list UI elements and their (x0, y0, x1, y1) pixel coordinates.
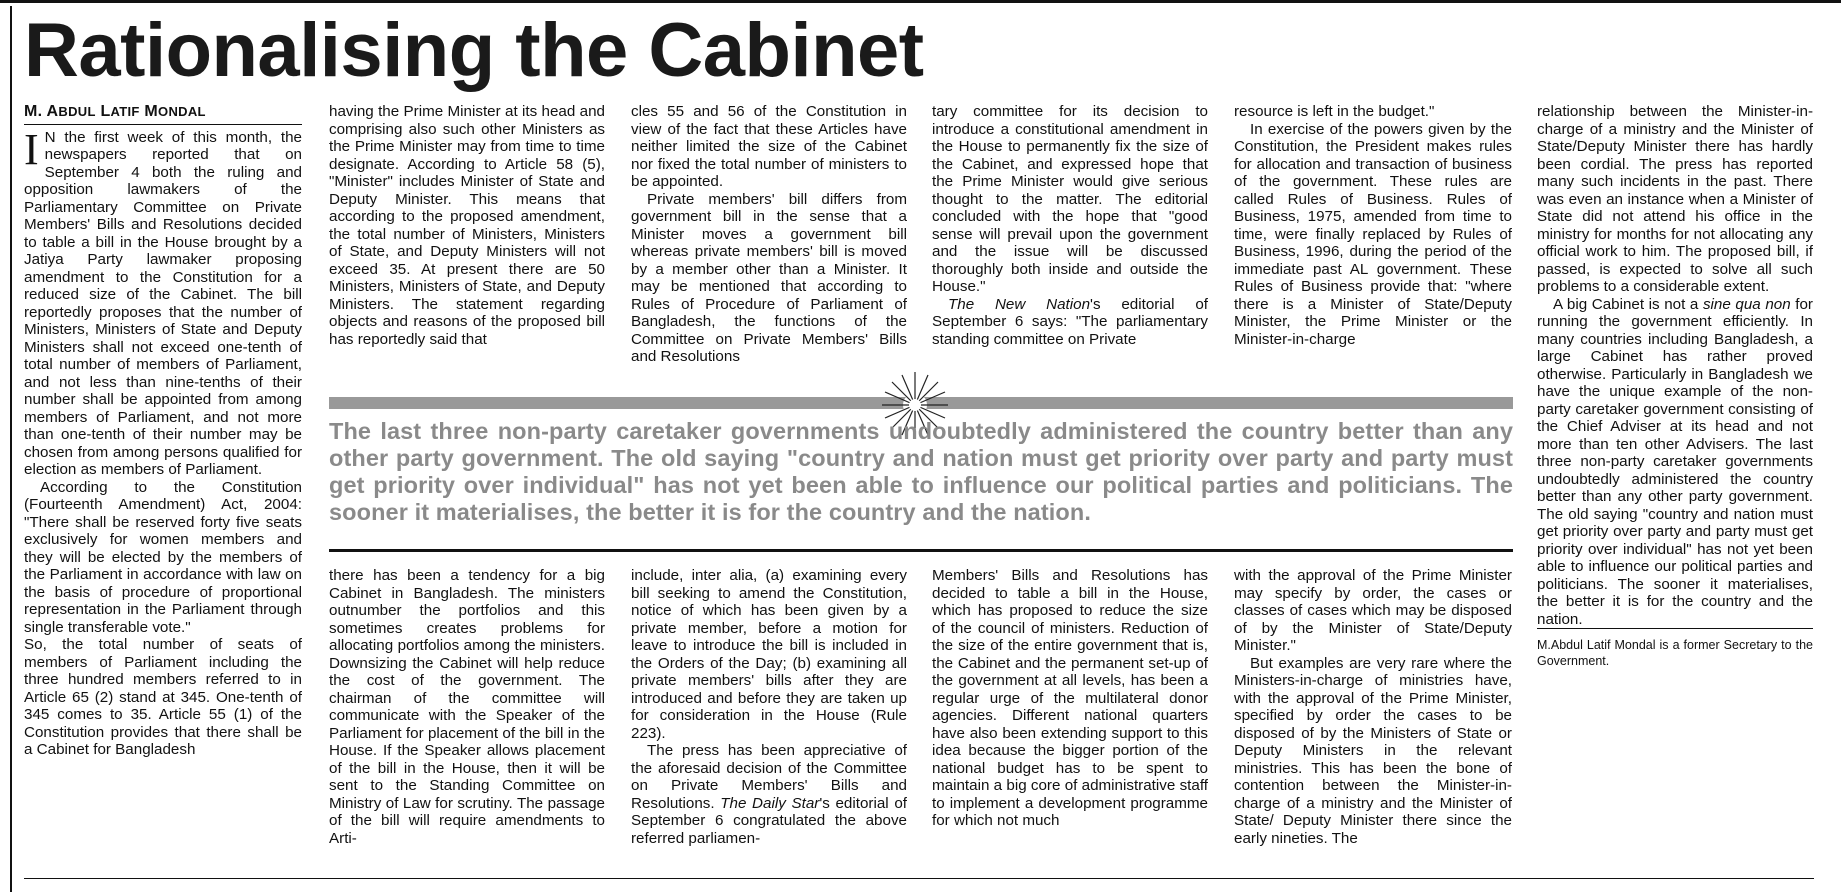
paragraph: Members' Bills and Resolutions has decided to table a bill in the House, which has proposed to reduce the size of the council of ministers. Reduction of the size of the entire government that is, the Cabinet and the permanent set-up of the government at all levels, has been a regular urge of the multilateral donor agencies. Different national quarters have also been extending support to this idea because the bigger portion of the national budget has to be spent to maintain a big core of administrative staff to implement a development programme for which not much (932, 567, 1208, 829)
headline: Rationalising the Cabinet (24, 8, 924, 93)
paragraph: tary committee for its decision to introduce a constitutional amendment in the House to permanently fix the size of the Cabinet, and expressed hope that the Prime Minister would give serious thought to the matter. The editorial concluded with the hope that "good sense will prevail upon the government and the issue will be discussed thoroughly both inside and outside the House." (932, 103, 1208, 295)
top-rule (0, 0, 1841, 3)
pullquote-rule (329, 549, 1513, 552)
column-5-top (1234, 103, 1512, 348)
paragraph: In exercise of the powers given by the Constitution, the President makes rules for allocation and transaction of business of the government. These rules are called Rules of Business. Rules of Business, 1975, amended from time to time, were finally replaced by Rules of Business, 1996, during the period of the immediate past AL government. These Rules of Business provide that: "where there is a Minister of State/Deputy Minister, the Prime Minister or the Minister-in-charge (1234, 120, 1512, 348)
byline: M. ABDUL LATIF MONDAL (24, 103, 302, 125)
drop-cap: I (24, 124, 39, 174)
paragraph: having the Prime Minister at its head and comprising also such other Ministers as the Prime Minister may from time to time designate. According to Article 58 (5), "Minister" includes Minister of State and Deputy Minister. This means that according to the proposed amendment, the total number of Ministers, Ministers of State, and Deputy Ministers will not exceed 35. At present there are 50 Ministers, Ministers of State, and Deputy Ministers. The statement regarding objects and reasons of the proposed bill has reportedly said that (329, 103, 605, 348)
paragraph: resource is left in the budget." (1234, 103, 1435, 120)
paragraph: relationship between the Minister-in-charge of a ministry and the Minister of State/Deputy Minister there has hardly been cordial. The press has reported many such incidents in the past. There was even an instance when a Minister of State did not attend his office in the ministry for months for not allocating any official work to him. The proposed bill, if passed, is expected to solve all such problems to a considerable extent. (1537, 103, 1813, 295)
column-2-bottom (329, 567, 605, 847)
paragraph: with the approval of the Prime Minister may specify by order, the cases or classes of cases which may be disposed of by the Minister of State/Deputy Minister." (1234, 567, 1512, 654)
column-4-top (932, 103, 1208, 348)
left-rule (10, 6, 12, 892)
column-1 (24, 103, 302, 759)
paragraph: The New Nation's editorial of September 6 says: "The parliamentary standing committee on Private (932, 295, 1208, 348)
paragraph: Private members' bill differs from government bill in the sense that a Minister moves a government bill whereas private members' bill is moved by a member other than a Minister. It may be mentioned that according to Rules of Procedure of Parliament of Bangladesh, the functions of the Committee on Private Members' Bills and Resolutions (631, 190, 907, 365)
paragraph: A big Cabinet is not a sine qua non for running the government efficiently. In many countries including Bangladesh, a large Cabinet has rather proved otherwise. Particularly in Bangladesh we have the unique example of the non-party caretaker government consisting of the Chief Adviser at its head and not more than ten other Advisers. The last three non-party caretaker governments undoubtedly administered the country better than any other party government. The old saying "country and nation must get priority over party and party must get priority over individual" has not yet been able to influence our political parties and politicians. The sooner it materialises, the better it is for the country and the nation. (1537, 295, 1813, 628)
column-3-top (631, 103, 907, 366)
pullquote: The last three non-party caretaker governments undoubtedly administered the country better than any other party government. The old saying "country and nation must get priority over party and party must get priority over individual" has not yet been able to influence our political parties and politicians. The sooner it materialises, the better it is for the country and the nation. (329, 418, 1513, 525)
paragraph: include, inter alia, (a) examining every bill seeking to amend the Constitution, notice of which has been given by a private member, before a motion for leave to introduce the bill is included in the Orders of the Day; (b) examining all private members' bills after they are introduced and before they are taken up for consideration in the House (Rule 223). (631, 567, 907, 742)
paragraph: But examples are very rare where the Ministers-in-charge of ministries have, with the approval of the Prime Minister, specified by order the cases to be disposed of by the Ministers of State or Deputy Ministers in the relevant ministries. This has been the bone of contention between the Minister-in-charge of a ministry and the Minister of State/ Deputy Minister there since the early nineties. The (1234, 654, 1512, 847)
paragraph: cles 55 and 56 of the Constitution in view of the fact that these Articles have neither limited the size of the Cabinet nor fixed the total number of ministers to be appointed. (631, 103, 907, 190)
column-3-bottom (631, 567, 907, 847)
paragraph: I N the first week of this month, the newspapers reported that on September 4 both the ruling and opposition lawmakers of the Parliamentary Committee on Private Members' Bills and Resolutions decided to table a bill in the House brought by a Jatiya Party lawmaker proposing amendment to the Constitution for a reduced size of the Cabinet. The bill reportedly proposes that the number of Ministers, Ministers of State and Deputy Ministers shall not exceed one-tenth of total number of members of Parliament, and not less than nine-tenths of their number shall be appointed from among members of Parliament, and not more than one-tenth of their number may be chosen from among persons qualified for election as members of Parliament. (24, 124, 302, 478)
column-4-bottom (932, 567, 1208, 830)
bottom-rule (24, 878, 1814, 879)
column-5-bottom (1234, 567, 1512, 847)
paragraph: The press has been appreciative of the aforesaid decision of the Committee on Private Members' Bills and Resolutions. The Daily Star's editorial of September 6 congratulated the above referred parliamen- (631, 742, 907, 847)
author-bio: M.Abdul Latif Mondal is a former Secretary to the Government. (1537, 628, 1813, 669)
paragraph: So, the total number of seats of members of Parliament including the three hundred members referred to in Article 65 (2) stand at 345. One-tenth of 345 comes to 35. Article 55 (1) of the Constitution provides that there shall be a Cabinet for Bangladesh (24, 636, 302, 758)
column-2-top (329, 103, 605, 348)
paragraph: According to the Constitution (Fourteenth Amendment) Act, 2004: "There shall be reserved forty five seats exclusively for women members and they will be elected by the members of the Parliament in accordance with law on the basis of procedure of proportional representation in the Parliament through single transferable vote." (24, 478, 302, 636)
column-6 (1537, 103, 1813, 669)
paragraph: there has been a tendency for a big Cabinet in Bangladesh. The ministers outnumber the portfolios and this sometimes creates problems for allocating portfolios among the ministers. Downsizing the Cabinet will help reduce the cost of the government. The chairman of the committee will communicate with the Speaker of the Parliament for placement of the bill in the House. If the Speaker allows placement of the bill in the House, then it will be sent to the Standing Committee on Ministry of Law for scrutiny. The passage of the bill will require amendments to Arti- (329, 567, 605, 847)
